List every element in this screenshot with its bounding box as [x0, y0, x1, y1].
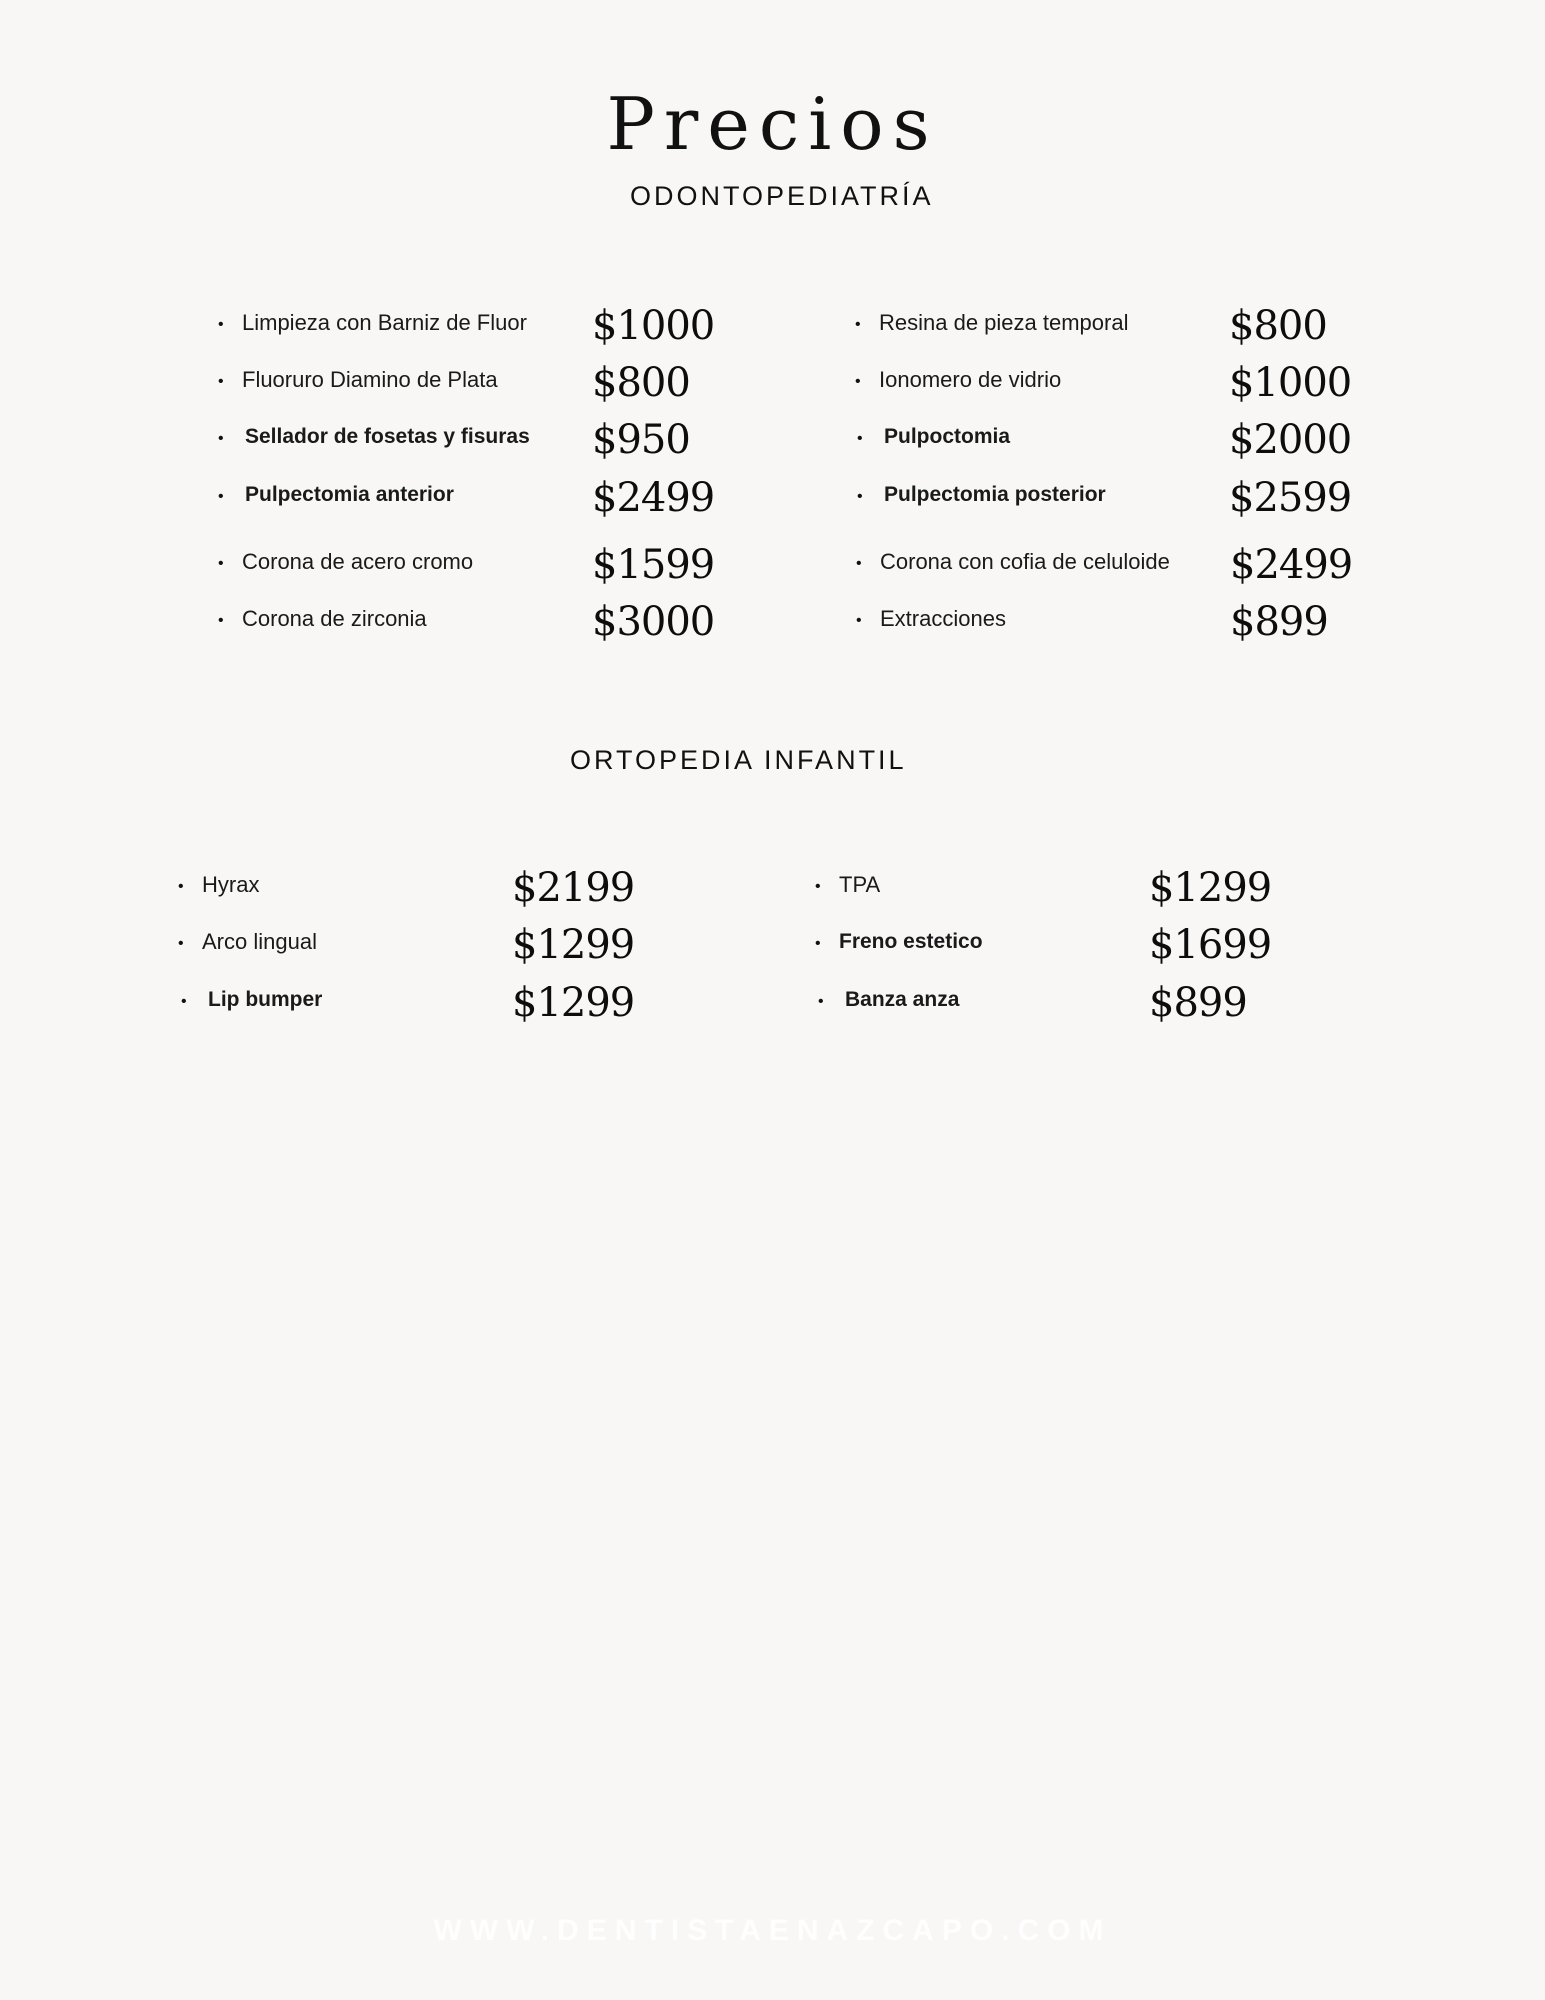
- price-item: [855, 360, 1455, 418]
- item-price: $1299: [512, 980, 635, 1026]
- item-name: Arco lingual: [202, 929, 317, 954]
- price-item: [181, 980, 781, 1038]
- item-price: $3000: [592, 599, 715, 645]
- bullet-icon: •: [857, 430, 863, 447]
- item-price: $2499: [1230, 542, 1353, 588]
- item-name: Pulpectomia posterior: [884, 483, 1106, 506]
- item-price: $950: [592, 417, 690, 463]
- item-name: Hyrax: [202, 872, 260, 897]
- item-name: Resina de pieza temporal: [879, 310, 1129, 335]
- item-price: $1599: [592, 542, 715, 588]
- item-name: Sellador de fosetas y fisuras: [245, 425, 530, 448]
- bullet-icon: •: [857, 488, 863, 505]
- price-item: [178, 922, 778, 980]
- item-price: $2499: [592, 475, 715, 521]
- item-price: $1000: [592, 303, 715, 349]
- item-name: Corona de acero cromo: [242, 549, 474, 574]
- item-price: $899: [1230, 599, 1328, 645]
- bullet-icon: •: [855, 316, 861, 333]
- bullet-icon: •: [218, 612, 224, 629]
- price-item: [818, 980, 1418, 1038]
- item-name: Corona con cofia de celuloide: [880, 549, 1170, 574]
- item-price: $1699: [1149, 922, 1272, 968]
- section-heading-odontopediatria: ODONTOPEDIATRÍA: [630, 181, 934, 211]
- bullet-icon: •: [855, 373, 861, 390]
- bullet-icon: •: [178, 935, 184, 952]
- price-item: [178, 865, 778, 923]
- item-name: TPA: [839, 872, 881, 897]
- bullet-icon: •: [218, 373, 224, 390]
- price-item: [218, 599, 818, 657]
- price-item: [856, 599, 1456, 657]
- bullet-icon: •: [218, 488, 224, 505]
- price-item: [218, 417, 818, 475]
- item-name: Limpieza con Barniz de Fluor: [242, 310, 527, 335]
- price-item: [856, 542, 1456, 600]
- item-price: $2599: [1229, 475, 1352, 521]
- item-name: Pulpectomia anterior: [245, 483, 454, 506]
- item-name: Extracciones: [880, 606, 1006, 631]
- item-price: $2199: [512, 865, 635, 911]
- bullet-icon: •: [815, 935, 821, 952]
- item-price: $899: [1149, 980, 1247, 1026]
- price-item: [855, 303, 1455, 361]
- item-name: Fluoruro Diamino de Plata: [242, 367, 498, 392]
- item-price: $1000: [1229, 360, 1352, 406]
- bullet-icon: •: [218, 555, 224, 572]
- bullet-icon: •: [178, 878, 184, 895]
- price-item: [218, 303, 818, 361]
- bullet-icon: •: [815, 878, 821, 895]
- bullet-icon: •: [818, 993, 824, 1010]
- bullet-icon: •: [856, 555, 862, 572]
- price-item: [815, 922, 1415, 980]
- price-item: [815, 865, 1415, 923]
- item-name: Ionomero de vidrio: [879, 367, 1062, 392]
- item-name: Lip bumper: [208, 988, 323, 1011]
- price-item: [218, 475, 818, 533]
- item-price: $1299: [1149, 865, 1272, 911]
- item-name: Freno estetico: [839, 930, 983, 953]
- item-price: $2000: [1229, 417, 1352, 463]
- page-title: Precios: [606, 82, 939, 166]
- website-footer: WWW.DENTISTAENAZCAPO.COM: [433, 1914, 1112, 1947]
- bullet-icon: •: [856, 612, 862, 629]
- price-item: [218, 360, 818, 418]
- price-item: [857, 417, 1457, 475]
- item-name: Banza anza: [845, 988, 960, 1011]
- bullet-icon: •: [218, 430, 224, 447]
- bullet-icon: •: [181, 993, 187, 1010]
- bullet-icon: •: [218, 316, 224, 333]
- item-price: $800: [1229, 303, 1327, 349]
- price-item: [857, 475, 1457, 533]
- item-name: Pulpoctomia: [884, 425, 1011, 448]
- item-name: Corona de zirconia: [242, 606, 427, 631]
- item-price: $800: [592, 360, 690, 406]
- item-price: $1299: [512, 922, 635, 968]
- price-item: [218, 542, 818, 600]
- section-heading-ortopedia-infantil: ORTOPEDIA INFANTIL: [570, 745, 907, 775]
